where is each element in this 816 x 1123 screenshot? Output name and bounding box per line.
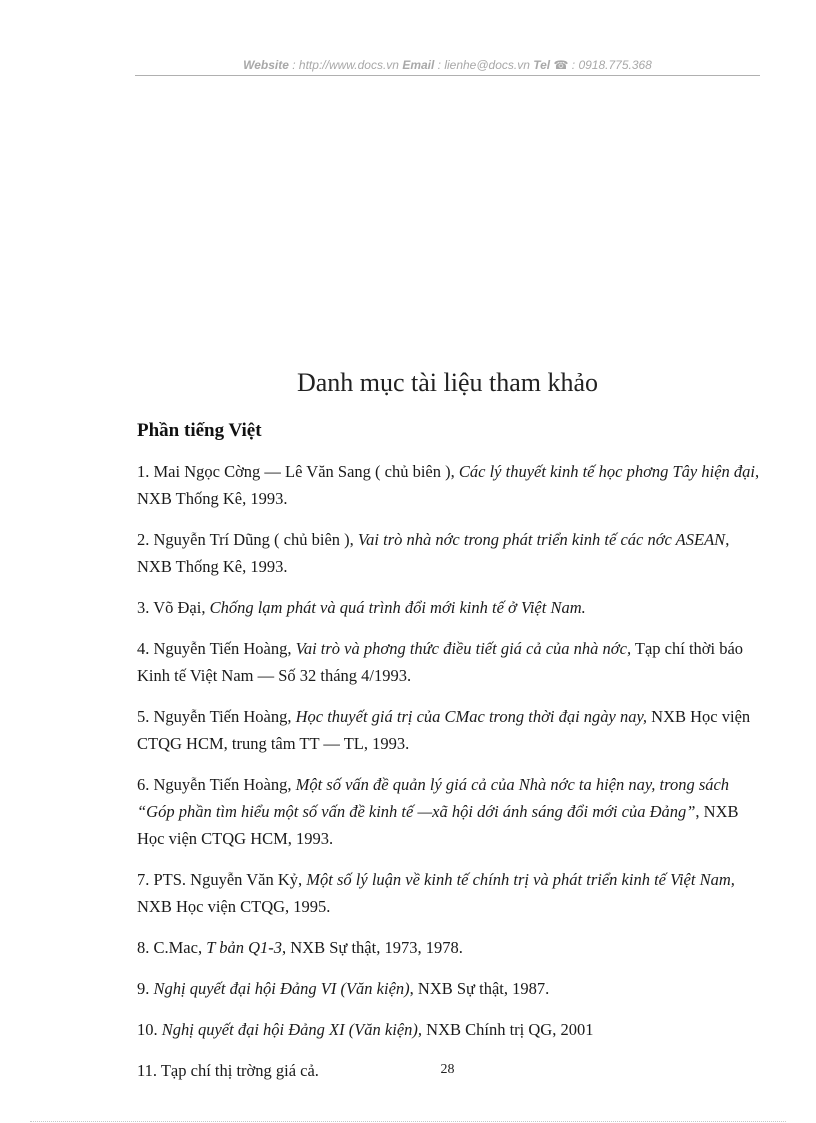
reference-item: 8. C.Mac, T bản Q1-3, NXB Sự thật, 1973, 1978. bbox=[137, 938, 463, 957]
reference-item: 11. Tạp chí thị trờng giá cả. bbox=[137, 1061, 319, 1080]
page-number: 28 bbox=[440, 1062, 455, 1077]
page-title: Danh mục tài liệu tham khảo bbox=[296, 368, 599, 397]
reference-item: 4. Nguyễn Tiến Hoàng, Vai trò và phơng thức điều tiết giá cả của nhà nớc, Tạp chí thời báo Kinh tế Việt Nam — Số 32 tháng 4/1993. bbox=[137, 639, 744, 685]
reference-item: 10. Nghị quyết đại hội Đảng XI (Văn kiện), NXB Chính trị QG, 2001 bbox=[137, 1020, 594, 1039]
reference-item: 2. Nguyễn Trí Dũng ( chủ biên ), Vai trò nhà nớc trong phát triển kinh tế các nớc ASEAN, NXB Thống Kê, 1993. bbox=[137, 530, 730, 576]
reference-list bbox=[137, 458, 762, 1098]
email-value[interactable]: : lienhe@docs.vn bbox=[434, 58, 534, 72]
footer-divider bbox=[30, 1121, 786, 1122]
header-divider bbox=[135, 75, 760, 76]
reference-item: 6. Nguyễn Tiến Hoàng, Một số vấn đề quản lý giá cả của Nhà nớc ta hiện nay, trong sách “Góp phần tìm hiểu một số vấn đề kinh tế —xã hội dới ánh sáng đổi mới của Đảng”, NXB Học viện CTQG HCM, 1993. bbox=[137, 775, 739, 848]
section-heading: Phần tiếng Việt bbox=[137, 420, 262, 441]
tel-value: : 0918.775.368 bbox=[568, 58, 652, 72]
reference-item: 1. Mai Ngọc Cờng — Lê Văn Sang ( chủ biên ), Các lý thuyết kinh tế học phơng Tây hiện đại, NXB Thống Kê, 1993. bbox=[137, 462, 760, 508]
website-label: Website bbox=[243, 58, 289, 72]
page-header bbox=[135, 58, 760, 72]
reference-item: 9. Nghị quyết đại hội Đảng VI (Văn kiện), NXB Sự thật, 1987. bbox=[137, 979, 550, 998]
phone-icon: ☎ bbox=[553, 58, 569, 72]
website-value[interactable]: : http://www.docs.vn bbox=[288, 58, 403, 72]
email-label: Email bbox=[402, 58, 435, 72]
reference-item: 3. Võ Đại, Chống lạm phát và quá trình đổi mới kinh tế ở Việt Nam. bbox=[137, 598, 586, 617]
tel-label: Tel bbox=[533, 58, 551, 72]
reference-item: 5. Nguyễn Tiến Hoàng, Học thuyết giá trị của CMac trong thời đại ngày nay, NXB Học viện CTQG HCM, trung tâm TT — TL, 1993. bbox=[137, 707, 751, 753]
reference-item: 7. PTS. Nguyễn Văn Kỷ, Một số lý luận về kinh tế chính trị và phát triển kinh tế Việt Nam, NXB Học viện CTQG, 1995. bbox=[137, 870, 735, 916]
